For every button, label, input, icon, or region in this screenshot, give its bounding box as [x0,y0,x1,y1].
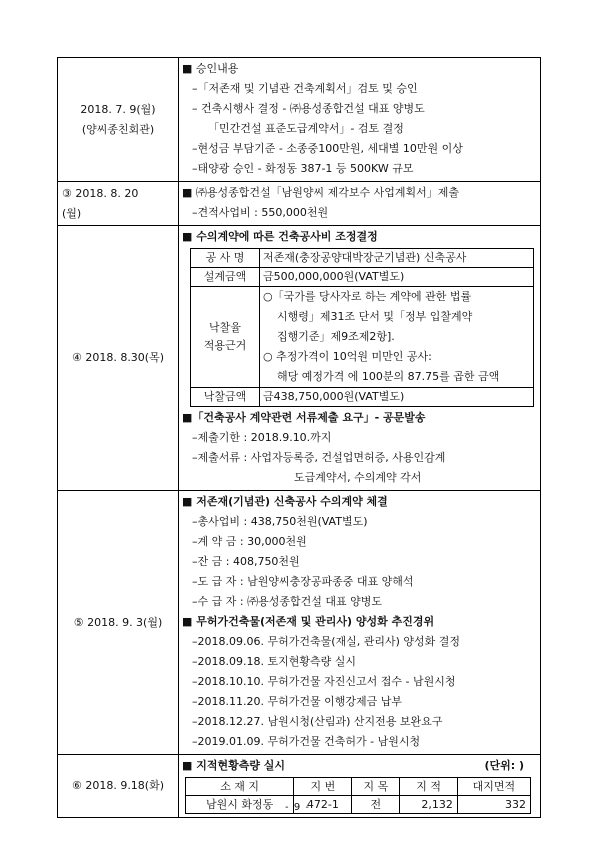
date-text: 2018. 7. 9(월) [80,102,156,116]
basis-line: 시행령」제31조 단서 및「정부 입찰계약 [277,310,473,323]
content-line: –2019.01.09. 무허가건물 건축허가 - 남원시청 [192,735,421,748]
basis-line: ○「국가를 당사자로 하는 계약에 관한 법률 [263,290,472,303]
col-header-location: 소 재 지 [186,778,294,796]
contract-table [190,248,534,407]
label-basis: 적용근거 [203,339,247,352]
cell-lot-number: 472-1 [294,796,352,814]
content-line: –2018.10.10. 무허가건물 자진신고서 접수 - 남원시청 [192,675,456,688]
value-project-name: 저존재(충장공양대박장군기념관) 신축공사 [260,249,534,268]
value-award-amount: 금438,750,000원(VAT별도) [260,388,534,407]
col-header-lot-number: 지 번 [294,778,352,796]
cell-land-category: 전 [352,796,400,814]
date-subtext: (양씨종친회관) [81,122,155,136]
section-heading: ■ 수의계약에 따른 건축공사비 조정결정 [182,230,378,243]
content-cell [179,491,541,755]
schedule-table [57,57,541,818]
label-award-amount: 낙찰금액 [191,388,260,407]
value-bid-rate-basis [260,287,534,388]
row-2018-08-30 [58,226,541,491]
basis-line: ○ 추정가격이 10억원 미만인 공사: [263,350,432,363]
date-text-weekday: (월) [62,206,82,220]
cell-area: 2,132 [400,796,458,814]
col-header-land-category: 지 목 [352,778,400,796]
page-number: - 9 - [285,802,310,813]
section-heading: ■ 저존재(기념관) 신축공사 수의계약 체결 [182,495,388,508]
survey-heading-row [182,756,538,776]
content-line: –견적사업비 : 550,000천원 [192,206,329,219]
content-line: –현성금 부담기준 - 소종중100만원, 세대별 10만원 이상 [192,142,463,155]
date-text: ③ 2018. 8. 20 [62,186,139,200]
row-2018-07-09 [58,58,541,182]
unit-label: (단위: ) [484,759,524,772]
content-cell [179,182,541,226]
date-text: ⑤ 2018. 9. 3(월) [73,615,163,629]
content-cell [179,226,541,491]
label-design-amount: 설계금액 [191,268,260,287]
content-line: –수 급 자 : ㈜용성종합건설 대표 양병도 [192,595,382,608]
row-2018-09-03 [58,491,541,755]
date-cell [58,182,179,226]
content-line: –제출기한 : 2018.9.10.까지 [192,431,332,444]
section-heading: ■ 지적현황측량 실시 [182,759,286,772]
section-heading: ■ 승인내용 [182,62,239,75]
date-text: ④ 2018. 8.30(목) [71,351,165,364]
table-header-row [186,778,531,796]
section-heading: ■ ㈜용성종합건설「남원양씨 제각보수 사업계획서」제출 [182,186,460,199]
content-line: 도급계약서, 수의계약 각서 [294,471,422,484]
content-line: –2018.09.18. 토지현황측량 실시 [192,655,356,668]
content-line: –제출서류 : 사업자등록증, 건설업면허증, 사용인감계 [192,451,446,464]
content-line: 「민간건설 표준도급계약서」- 검토 결정 [208,122,404,135]
content-line: –2018.09.06. 무허가건축물(재실, 관리사) 양성화 결정 [192,635,461,648]
content-line: – 건축시행사 결정 - ㈜용성종합건설 대표 양병도 [192,102,425,115]
col-header-site-area: 대지면적 [457,778,530,796]
cell-location: 남원시 화정동 [186,796,294,814]
row-2018-08-20 [58,182,541,226]
basis-line: 집행기준」제9조제2항]. [277,330,395,343]
cell-site-area: 332 [457,796,530,814]
value-design-amount: 금500,000,000원(VAT별도) [260,268,534,287]
date-cell [58,226,179,491]
label-project-name: 공 사 명 [191,249,260,268]
content-line: –2018.12.27. 남원시청(산림과) 산지전용 보완요구 [192,715,443,728]
date-text: ⑥ 2018. 9.18(화) [71,779,165,792]
date-cell [58,58,179,182]
date-cell [58,491,179,755]
basis-line: 해당 예정가격 에 100분의 87.75를 곱한 금액 [277,370,500,383]
content-line: –잔 금 : 408,750천원 [192,555,300,568]
content-line: –「저존재 및 기념관 건축계획서」검토 및 승인 [192,82,418,95]
section-heading: ■ 무허가건축물(저존재 및 관리사) 양성화 추진경위 [182,615,435,628]
label-bid-rate: 낙찰율 [209,321,241,334]
content-line: –총사업비 : 438,750천원(VAT별도) [192,515,368,528]
content-line: –2018.11.20. 무허가건물 이행강제금 납부 [192,695,402,708]
label-bid-rate-basis [191,287,260,388]
col-header-area: 지 적 [400,778,458,796]
content-line: –태양광 승인 - 화정동 387-1 등 500KW 규모 [192,162,414,175]
content-line: –도 급 자 : 남원양씨충장공파종중 대표 양해석 [192,575,414,588]
content-cell [179,58,541,182]
section-heading: ■「건축공사 계약관련 서류제출 요구」- 공문발송 [182,411,426,424]
content-line: –계 약 금 : 30,000천원 [192,535,307,548]
